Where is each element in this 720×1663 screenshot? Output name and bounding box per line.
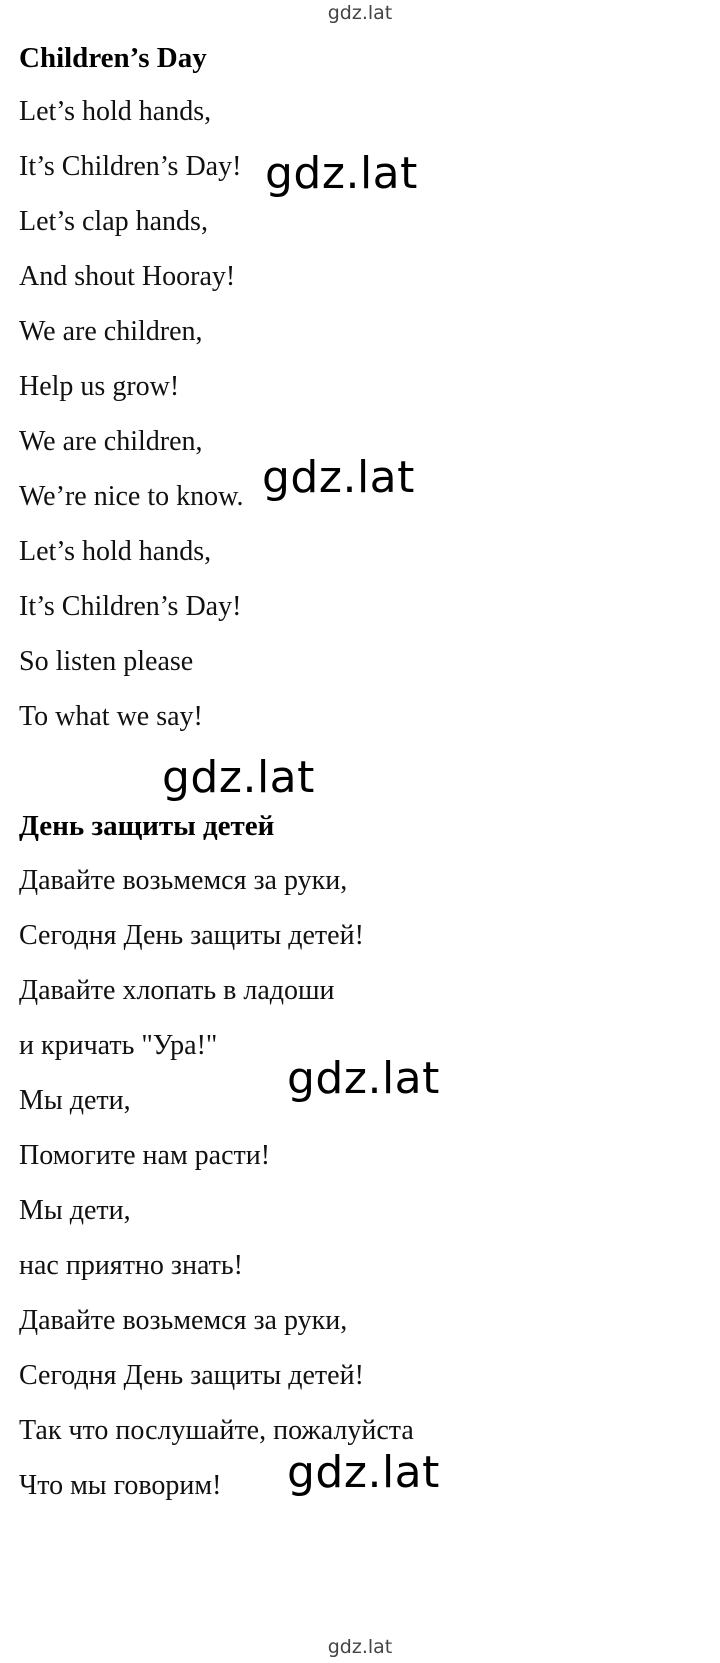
watermark: gdz.lat [287,1053,440,1104]
watermark: gdz.lat [287,1447,440,1498]
watermark: gdz.lat [162,752,315,803]
poem-line: Мы дети, [19,1195,131,1226]
poem-line: Let’s hold hands, [19,536,212,567]
poem-line: To what we say! [19,701,203,732]
poem-line: Давайте возьмемся за руки, [19,865,348,896]
poem-line: Let’s clap hands, [19,206,208,237]
english-poem-title: Children’s Day [19,42,207,74]
poem-line: Let’s hold hands, [19,96,212,127]
poem-line: нас приятно знать! [19,1250,243,1281]
poem-line: It’s Children’s Day! [19,591,242,622]
poem-line: Сегодня День защиты детей! [19,920,364,951]
poem-line: Так что послушайте, пожалуйста [19,1415,414,1446]
russian-poem-title: День защиты детей [19,810,275,842]
watermark: gdz.lat [262,452,415,503]
poem-line: Давайте возьмемся за руки, [19,1305,348,1336]
poem-line: Help us grow! [19,371,180,402]
poem-line: We are children, [19,426,203,457]
poem-line: Что мы говорим! [19,1470,222,1501]
header-site-label: gdz.lat [327,2,393,24]
poem-line: And shout Hooray! [19,261,236,292]
poem-line: It’s Children’s Day! [19,151,242,182]
poem-line: Сегодня День защиты детей! [19,1360,364,1391]
poem-line: We are children, [19,316,203,347]
poem-line: и кричать "Ура!" [19,1030,218,1061]
poem-line: We’re nice to know. [19,481,244,512]
poem-line: Давайте хлопать в ладоши [19,975,335,1006]
poem-line: Помогите нам расти! [19,1140,271,1171]
watermark: gdz.lat [265,148,418,199]
poem-line: So listen please [19,646,194,677]
footer-site-label: gdz.lat [327,1636,393,1658]
poem-line: Мы дети, [19,1085,131,1116]
